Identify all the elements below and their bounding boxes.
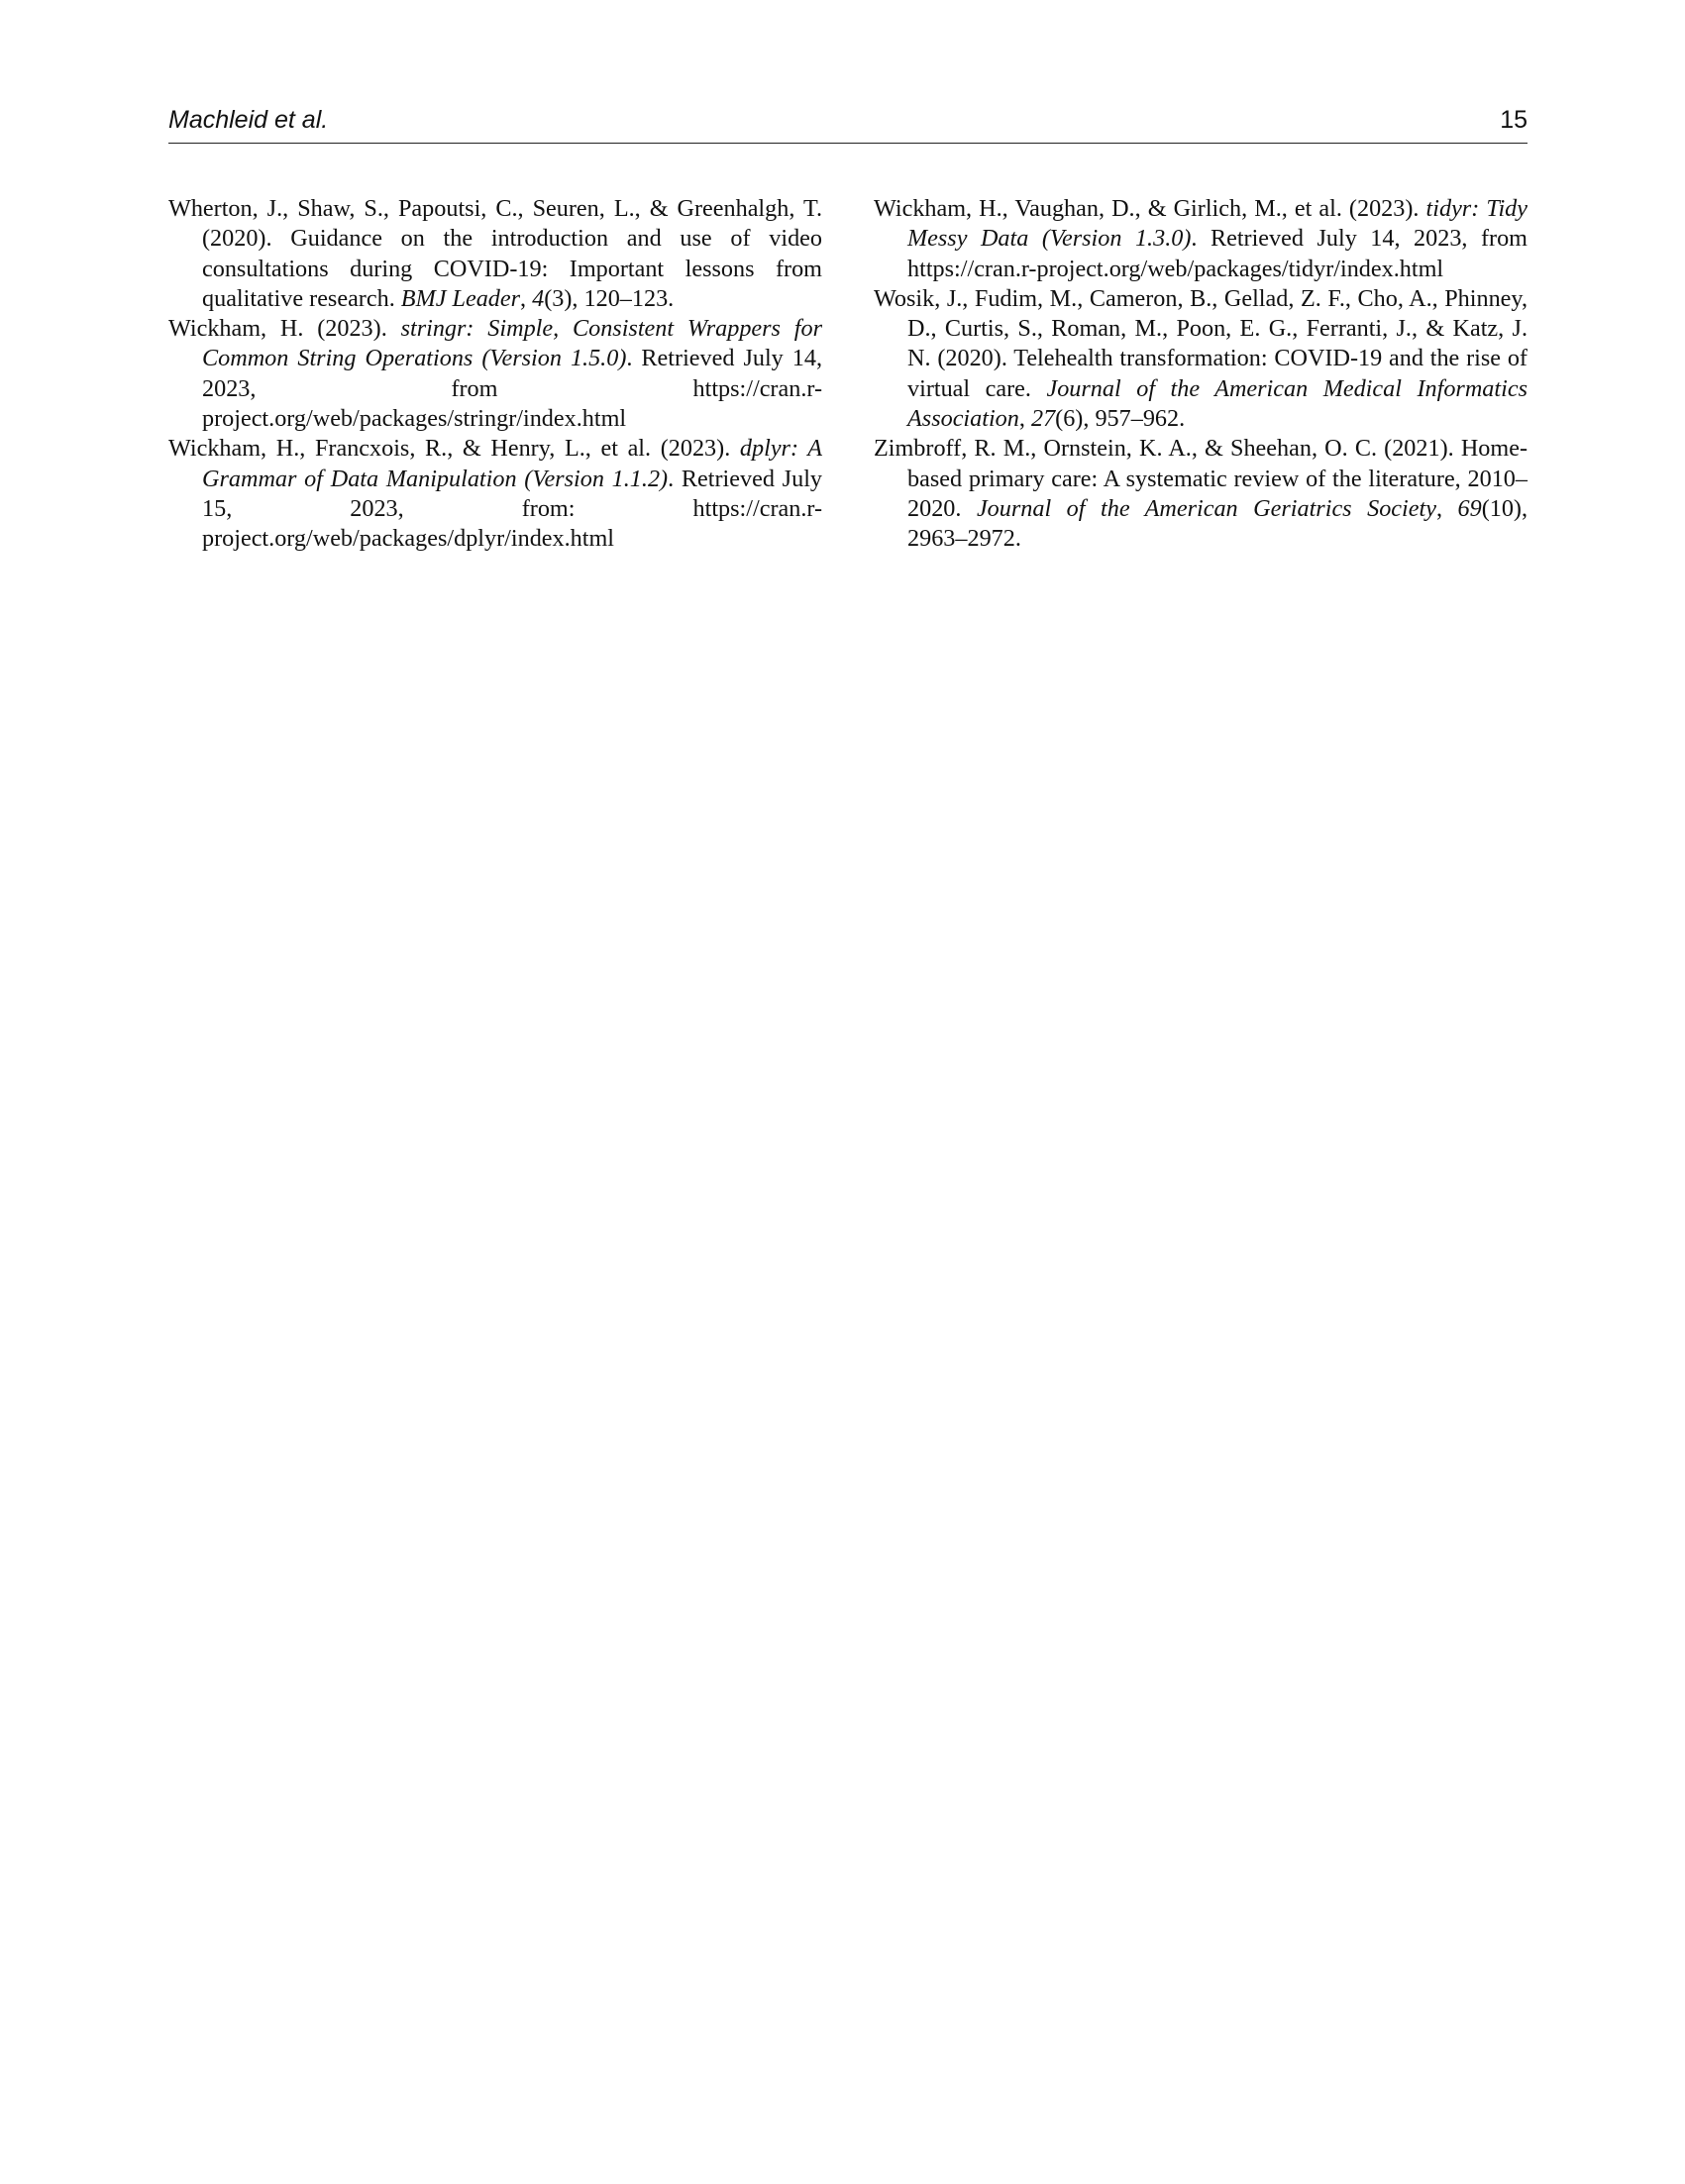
reference-text: ,	[1435, 494, 1458, 522]
reference-text: (6), 957–962.	[1055, 405, 1186, 433]
reference-volume: 4	[532, 284, 545, 312]
reference-text: Wickham, H. (2023).	[168, 315, 401, 343]
reference-source-title: BMJ Leader	[400, 284, 521, 312]
reference-text: Wosik, J., Fudim, M., Cameron, B., Gellad, Z. F., Cho, A., Phinney, D., Curtis, S., Roman, M., Poon, E. G., Ferranti, J., & Katz, J. N. (2020). Telehealth transformation: COVID-19 and the rise of virtual care.	[874, 284, 1527, 402]
running-head	[168, 103, 1527, 144]
reference-entry	[168, 434, 822, 554]
reference-entry	[168, 194, 822, 314]
reference-text: . Retrieved July 15, 2023, from: https://cran.r-project.org/web/packages/dplyr/index.html	[202, 465, 823, 553]
reference-entry	[874, 434, 1527, 554]
reference-source-title: stringr: Simple, Consistent Wrappers for Common String Operations (Version 1.5.0)	[202, 315, 822, 372]
reference-text: Wickham, H., Vaughan, D., & Girlich, M., et al. (2023).	[874, 195, 1426, 222]
reference-text: (10), 2963–2972.	[907, 494, 1528, 553]
reference-source-title: dplyr: A Grammar of Data Manipulation (Version 1.1.2)	[202, 435, 823, 492]
references-left-column	[168, 194, 822, 555]
reference-text: ,	[1018, 405, 1031, 433]
reference-volume: 27	[1030, 405, 1056, 433]
reference-text: (3), 120–123.	[544, 284, 675, 312]
running-head-authors: Machleid et al.	[168, 106, 329, 134]
reference-source-title: tidyr: Tidy Messy Data (Version 1.3.0)	[907, 195, 1527, 253]
page-number: 15	[1500, 106, 1527, 134]
reference-text: ,	[520, 284, 533, 312]
reference-text: Zimbroff, R. M., Ornstein, K. A., & Sheehan, O. C. (2021). Home-based primary care: A systematic review of the literature, 2010–2020.	[874, 435, 1527, 522]
reference-entry	[168, 314, 822, 434]
reference-text: Wickham, H., Francxois, R., & Henry, L., et al. (2023).	[168, 435, 740, 463]
reference-source-title: Journal of the American Medical Informatics Association	[907, 374, 1527, 433]
reference-volume: 69	[1457, 494, 1482, 522]
reference-text: . Retrieved July 14, 2023, from https://cran.r-project.org/web/packages/tidyr/index.html	[907, 225, 1527, 282]
reference-source-title: Journal of the American Geriatrics Society	[976, 494, 1436, 522]
reference-text: Wherton, J., Shaw, S., Papoutsi, C., Seuren, L., & Greenhalgh, T. (2020). Guidance on the introduction and use of video consultations during COVID-19: Important lessons from qualitative research.	[168, 195, 822, 312]
reference-text: . Retrieved July 14, 2023, from https://cran.r-project.org/web/packages/stringr/index.html	[202, 345, 822, 433]
reference-entry	[874, 284, 1527, 434]
references-right-column	[874, 194, 1527, 555]
reference-entry	[874, 194, 1527, 284]
